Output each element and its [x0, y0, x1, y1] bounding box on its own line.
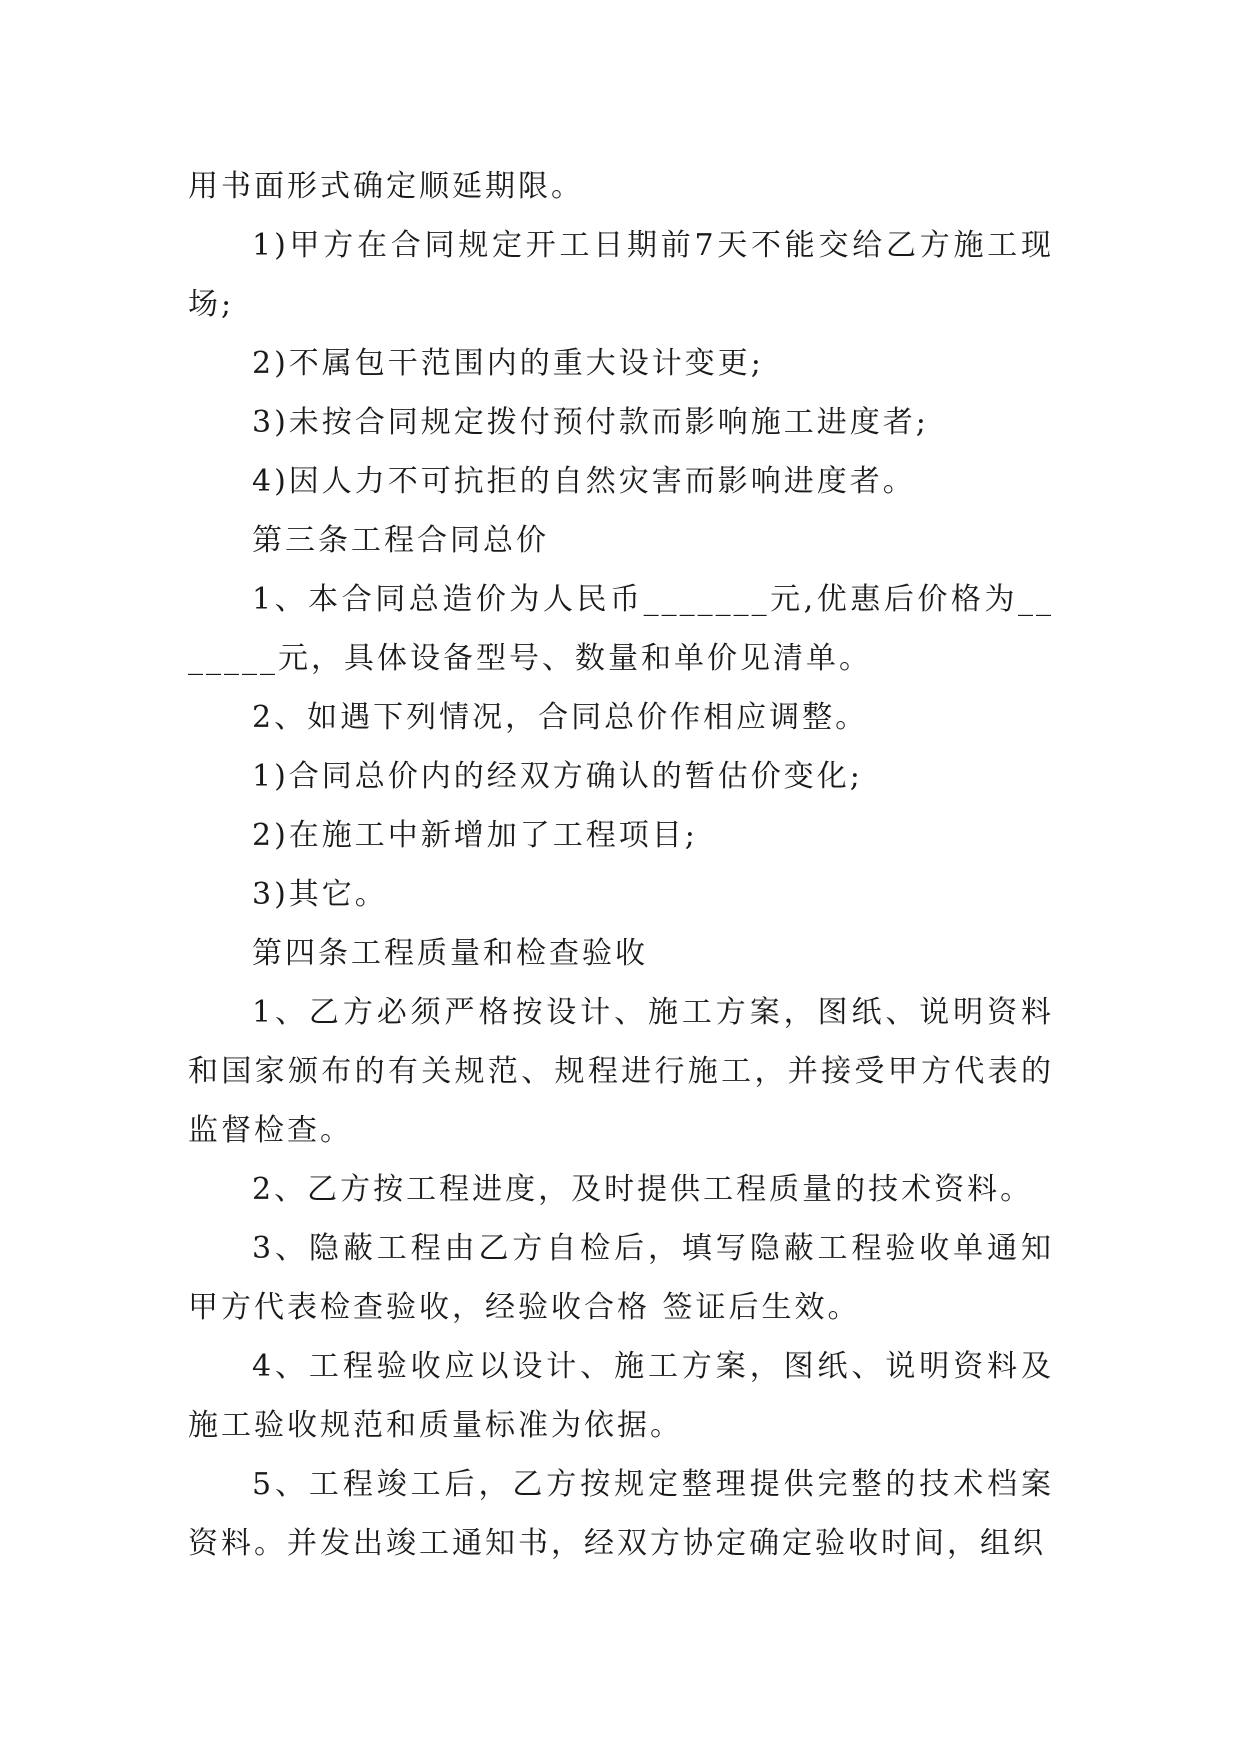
paragraph: 1、本合同总造价为人民币_______元,优惠后价格为_______元，具体设备型号、数量和单价见清单。 [188, 582, 1054, 676]
paragraph-continuation: 用书面形式确定顺延期限。 [188, 169, 584, 204]
paragraph: 4)因人力不可抗拒的自然灾害而影响进度者。 [252, 464, 916, 499]
section-heading: 第三条工程合同总价 [252, 523, 549, 558]
paragraph: 4、工程验收应以设计、施工方案，图纸、说明资料及施工验收规范和质量标准为依据。 [188, 1349, 1054, 1443]
paragraph: 2)在施工中新增加了工程项目; [252, 818, 698, 853]
paragraph: 5、工程竣工后，乙方按规定整理提供完整的技术档案资料。并发出竣工通知书，经双方协定确定验收时间，组织 [188, 1467, 1054, 1561]
document-body [188, 157, 1054, 1573]
paragraph: 1)合同总价内的经双方确认的暂估价变化; [252, 759, 863, 794]
paragraph: 3、隐蔽工程由乙方自检后，填写隐蔽工程验收单通知甲方代表检查验收，经验收合格 签证后生效。 [188, 1231, 1054, 1325]
paragraph: 2)不属包干范围内的重大设计变更; [252, 346, 764, 381]
section-heading: 第四条工程质量和检查验收 [252, 936, 648, 971]
paragraph: 2、如遇下列情况，合同总价作相应调整。 [252, 700, 869, 735]
paragraph: 1、乙方必须严格按设计、施工方案，图纸、说明资料和国家颁布的有关规范、规程进行施工，并接受甲方代表的监督检查。 [188, 995, 1054, 1148]
paragraph: 3)其它。 [252, 877, 388, 912]
paragraph: 1)甲方在合同规定开工日期前7天不能交给乙方施工现场; [188, 228, 1054, 322]
paragraph: 2、乙方按工程进度，及时提供工程质量的技术资料。 [252, 1172, 1034, 1207]
paragraph: 3)未按合同规定拨付预付款而影响施工进度者; [252, 405, 929, 440]
